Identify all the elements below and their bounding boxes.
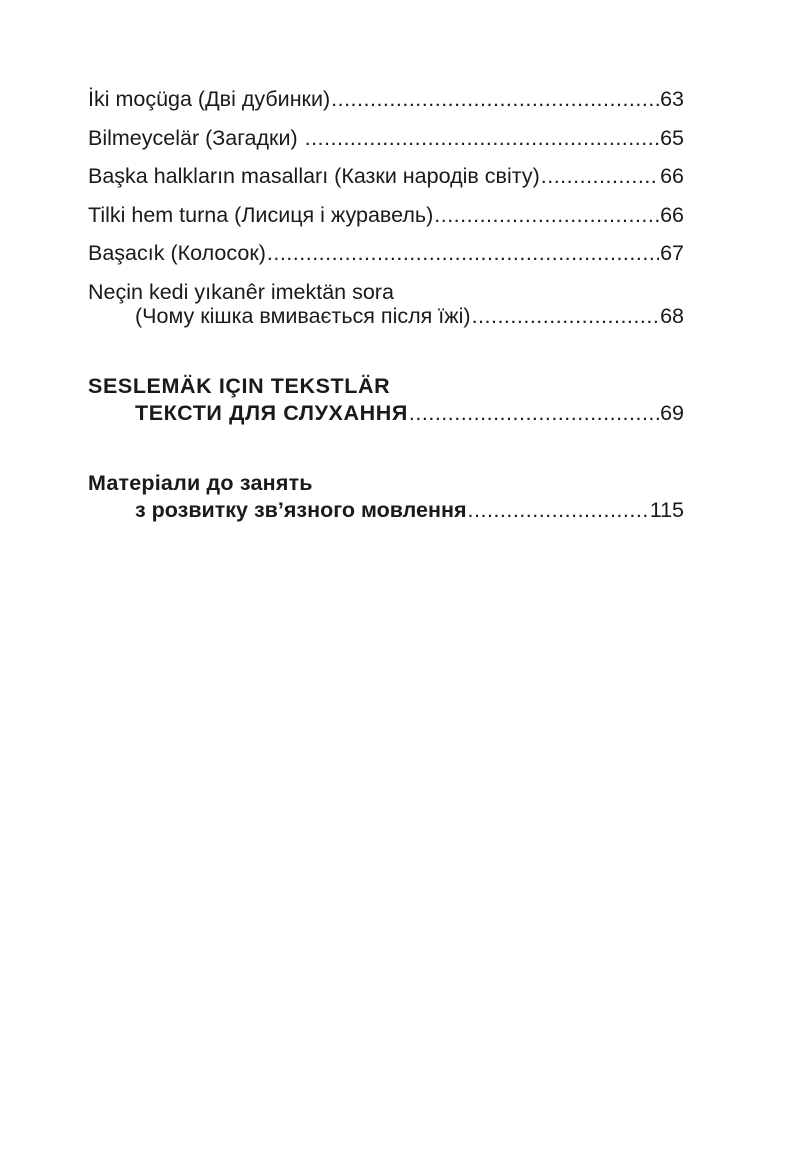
dot-leader — [541, 163, 659, 189]
toc-entry-title: Bilmeycelär (Загадки) — [88, 125, 304, 150]
toc-entry-title-line2: (Чому кішка вмивається після їжі) — [135, 303, 471, 328]
toc-entry-page: 67 — [660, 241, 684, 265]
section-heading-line1: Матеріали до занять — [88, 470, 313, 495]
section-heading-line1: SESLEMÄK IÇIN TEKSTLÄR — [88, 373, 391, 398]
toc-section-speech-materials[interactable] — [88, 470, 684, 523]
dot-leader — [472, 303, 660, 329]
dot-leader — [305, 125, 659, 151]
toc-entry-page: 68 — [660, 303, 684, 328]
dot-leader — [409, 400, 659, 426]
toc-section-listening-texts[interactable] — [88, 373, 684, 426]
dot-leader — [331, 86, 659, 112]
dot-leader — [267, 240, 659, 266]
toc-entry-title: İki moçüga (Дві дубинки) — [88, 87, 331, 111]
toc-entry-page: 66 — [660, 164, 684, 188]
table-of-contents — [88, 86, 684, 523]
toc-entry-page: 66 — [660, 202, 684, 227]
toc-entry-title: Tilki hem turna (Лисиця і журавель) — [88, 202, 434, 227]
toc-entry-page: 63 — [660, 87, 684, 111]
toc-entry-page: 115 — [649, 497, 684, 522]
toc-entry-title-line1: Neçin kedi yıkanêr imektän sora — [88, 279, 394, 304]
section-heading-line2: з розвитку зв’язного мовлення — [135, 497, 467, 522]
toc-entry[interactable] — [88, 163, 684, 202]
toc-entry[interactable] — [88, 240, 684, 279]
toc-entry[interactable] — [88, 202, 684, 241]
toc-entry-title: Başacık (Колосок) — [88, 241, 266, 265]
dot-leader — [468, 497, 649, 523]
toc-entry-title: Başka halkların masalları (Казки народів світу) — [88, 164, 540, 188]
toc-entry[interactable] — [88, 125, 684, 164]
toc-entry-page: 69 — [660, 400, 684, 425]
toc-entry-page: 65 — [660, 125, 684, 150]
dot-leader — [434, 202, 659, 228]
section-heading-line2: ТЕКСТИ ДЛЯ СЛУХАННЯ — [135, 400, 408, 425]
toc-entry-multiline[interactable] — [88, 279, 684, 329]
toc-entry[interactable] — [88, 86, 684, 125]
